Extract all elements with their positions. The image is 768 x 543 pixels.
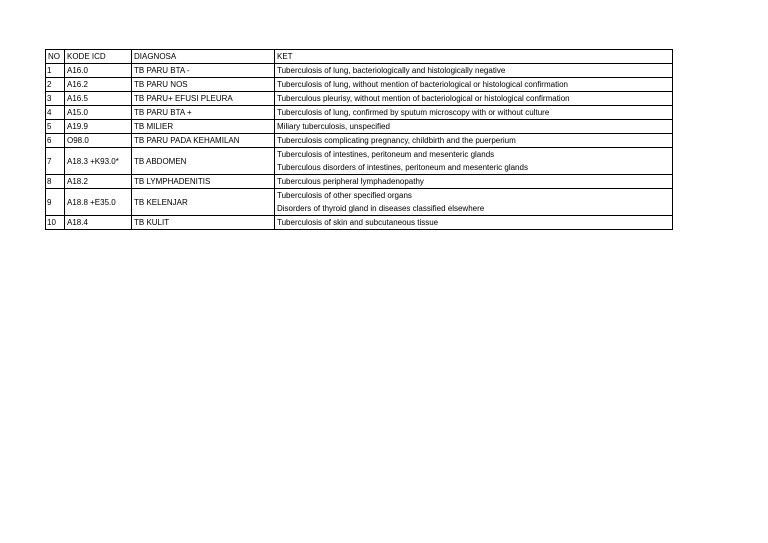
row-no: 3 xyxy=(46,92,65,106)
ket-line: Disorders of thyroid gland in diseases classified elsewhere xyxy=(277,204,485,213)
table-row xyxy=(46,216,673,230)
row-no: 1 xyxy=(46,64,65,78)
ket-line: Tuberculous disorders of intestines, peritoneum and mesenteric glands xyxy=(277,163,528,172)
spreadsheet-page xyxy=(45,49,672,230)
header-row xyxy=(46,50,673,64)
row-no: 6 xyxy=(46,134,65,148)
ket-line: Tuberculosis of lung, without mention of bacteriological or histological confirmation xyxy=(277,80,568,89)
table-row xyxy=(46,92,673,106)
row-diagnosa: TB PARU BTA + xyxy=(132,106,275,120)
ket-line: Tuberculosis of lung, bacteriologically and histologically negative xyxy=(277,66,506,75)
row-code: A15.0 xyxy=(65,106,132,120)
row-diagnosa: TB KULIT xyxy=(132,216,275,230)
row-code: A18.3 +K93.0* xyxy=(65,148,132,175)
row-code: A16.2 xyxy=(65,78,132,92)
row-code: A16.5 xyxy=(65,92,132,106)
row-no: 4 xyxy=(46,106,65,120)
table-body xyxy=(46,64,673,230)
row-no: 9 xyxy=(46,189,65,216)
table-row xyxy=(46,148,673,175)
row-diagnosa: TB PARU+ EFUSI PLEURA xyxy=(132,92,275,106)
header-no: NO xyxy=(46,50,65,64)
row-code: O98.0 xyxy=(65,134,132,148)
row-ket xyxy=(275,78,673,92)
row-ket xyxy=(275,92,673,106)
row-diagnosa: TB PARU NOS xyxy=(132,78,275,92)
header-kode-icd: KODE ICD xyxy=(65,50,132,64)
table-row xyxy=(46,120,673,134)
row-ket xyxy=(275,175,673,189)
row-no: 7 xyxy=(46,148,65,175)
table-row xyxy=(46,106,673,120)
row-code: A19.9 xyxy=(65,120,132,134)
row-diagnosa: TB LYMPHADENITIS xyxy=(132,175,275,189)
table-row xyxy=(46,64,673,78)
row-diagnosa: TB PARU PADA KEHAMILAN xyxy=(132,134,275,148)
row-ket xyxy=(275,148,673,175)
header-ket: KET xyxy=(275,50,673,64)
ket-line: Miliary tuberculosis, unspecified xyxy=(277,122,390,131)
table-row xyxy=(46,134,673,148)
row-ket xyxy=(275,64,673,78)
row-diagnosa: TB PARU BTA - xyxy=(132,64,275,78)
row-code: A16.0 xyxy=(65,64,132,78)
ket-line: Tuberculosis of other specified organs xyxy=(277,191,412,200)
row-no: 8 xyxy=(46,175,65,189)
table-row xyxy=(46,78,673,92)
table-row xyxy=(46,175,673,189)
ket-line: Tuberculosis of lung, confirmed by sputum microscopy with or without culture xyxy=(277,108,550,117)
row-ket xyxy=(275,189,673,216)
row-code: A18.8 +E35.0 xyxy=(65,189,132,216)
row-no: 10 xyxy=(46,216,65,230)
row-diagnosa: TB MILIER xyxy=(132,120,275,134)
row-ket xyxy=(275,106,673,120)
row-ket xyxy=(275,216,673,230)
row-ket xyxy=(275,120,673,134)
ket-line: Tuberculosis of skin and subcutaneous tissue xyxy=(277,218,439,227)
ket-line: Tuberculous pleurisy, without mention of bacteriological or histological confirmation xyxy=(277,94,570,103)
icd-table xyxy=(45,49,673,230)
row-no: 5 xyxy=(46,120,65,134)
header-diagnosa: DIAGNOSA xyxy=(132,50,275,64)
ket-line: Tuberculosis complicating pregnancy, childbirth and the puerperium xyxy=(277,136,516,145)
row-diagnosa: TB ABDOMEN xyxy=(132,148,275,175)
row-code: A18.4 xyxy=(65,216,132,230)
ket-line: Tuberculosis of intestines, peritoneum and mesenteric glands xyxy=(277,150,495,159)
row-ket xyxy=(275,134,673,148)
row-code: A18.2 xyxy=(65,175,132,189)
row-diagnosa: TB KELENJAR xyxy=(132,189,275,216)
table-row xyxy=(46,189,673,216)
row-no: 2 xyxy=(46,78,65,92)
ket-line: Tuberculous peripheral lymphadenopathy xyxy=(277,177,424,186)
